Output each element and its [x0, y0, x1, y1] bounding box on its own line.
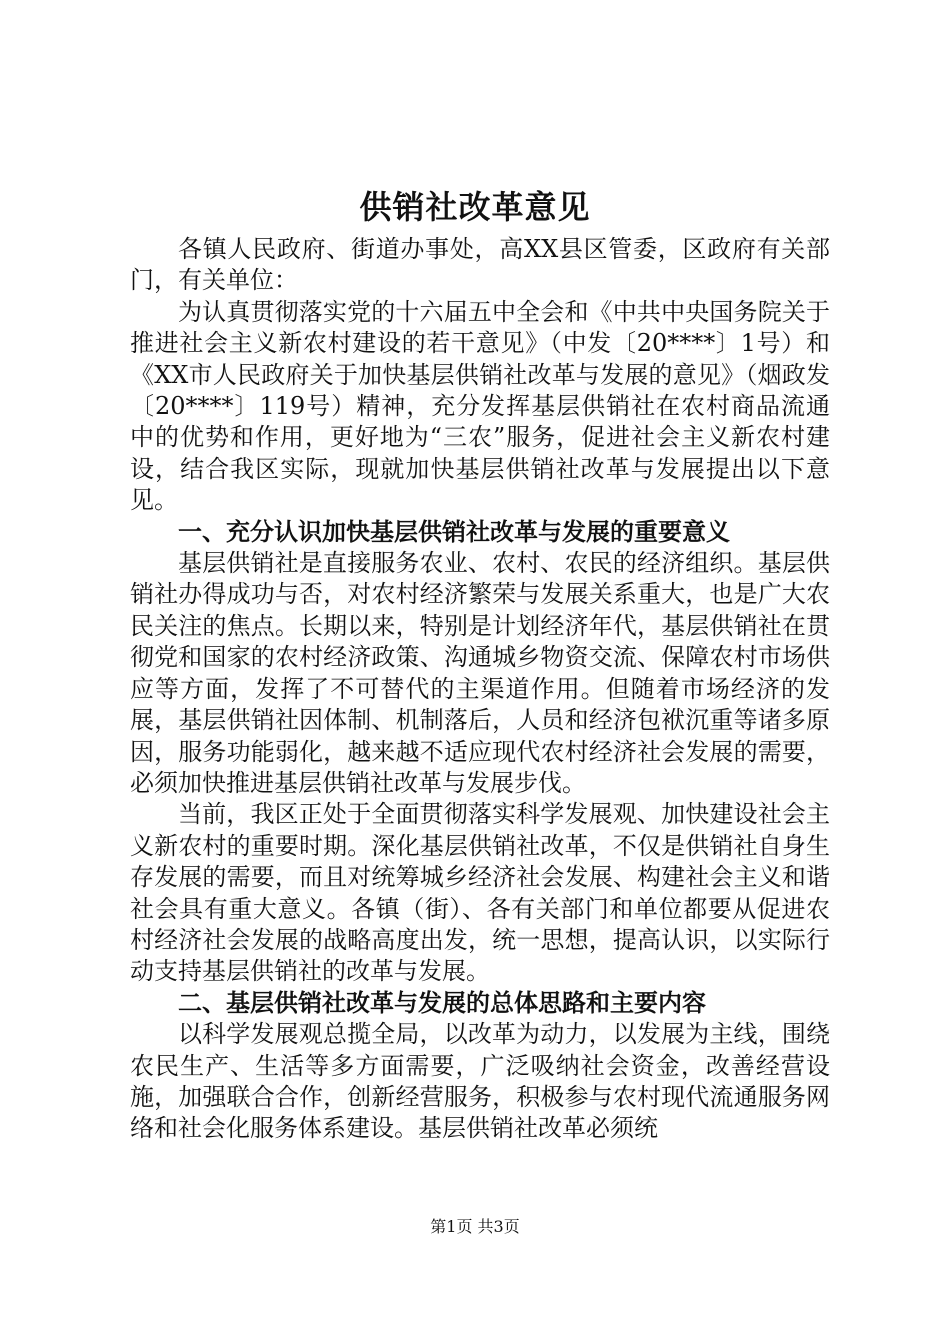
section-heading: 二、基层供销社改革与发展的总体思路和主要内容	[178, 988, 706, 1017]
document-body	[130, 234, 830, 1145]
body-paragraph: 基层供销社是直接服务农业、农村、农民的经济组织。基层供销社办得成功与否，对农村经济繁荣与发展关系重大，也是广大农民关注的焦点。长期以来，特别是计划经济年代，基层供销社在贯彻党和国家的农村经济政策、沟通城乡物资交流、保障农村市场供应等方面，发挥了不可替代的主渠道作用。但随着市场经济的发展，基层供销社因体制、机制落后，人员和经济包袱沉重等诸多原因，服务功能弱化，越来越不适应现代农村经济社会发展的需要，必须加快推进基层供销社改革与发展步伐。	[130, 549, 830, 797]
body-paragraph: 为认真贯彻落实党的十六届五中全会和《中共中央国务院关于推进社会主义新农村建设的若干意见》（中发〔20****〕1号）和《XX市人民政府关于加快基层供销社改革与发展的意见》（烟政发〔20****〕119号）精神，充分发挥基层供销社在农村商品流通中的优势和作用，更好地为“三农”服务，促进社会主义新农村建设，结合我区实际，现就加快基层供销社改革与发展提出以下意见。	[130, 297, 830, 515]
body-paragraph: 当前，我区正处于全面贯彻落实科学发展观、加快建设社会主义新农村的重要时期。深化基层供销社改革，不仅是供销社自身生存发展的需要，而且对统筹城乡经济社会发展、构建社会主义和谐社会具有重大意义。各镇（街）、各有关部门和单位都要从促进农村经济社会发展的战略高度出发，统一思想，提高认识，以实际行动支持基层供销社的改革与发展。	[130, 800, 830, 986]
page-footer: 第1页 共3页	[430, 1217, 520, 1236]
salutation-paragraph: 各镇人民政府、街道办事处，高XX县区管委，区政府有关部门，有关单位：	[130, 235, 830, 295]
section-heading: 一、充分认识加快基层供销社改革与发展的重要意义	[178, 517, 730, 546]
document-title: 供销社改革意见	[359, 188, 591, 226]
body-paragraph: 以科学发展观总揽全局，以改革为动力，以发展为主线，围绕农民生产、生活等多方面需要，广泛吸纳社会资金，改善经营设施，加强联合合作，创新经营服务，积极参与农村现代流通服务网络和社会化服务体系建设。基层供销社改革必须统	[130, 1020, 830, 1143]
